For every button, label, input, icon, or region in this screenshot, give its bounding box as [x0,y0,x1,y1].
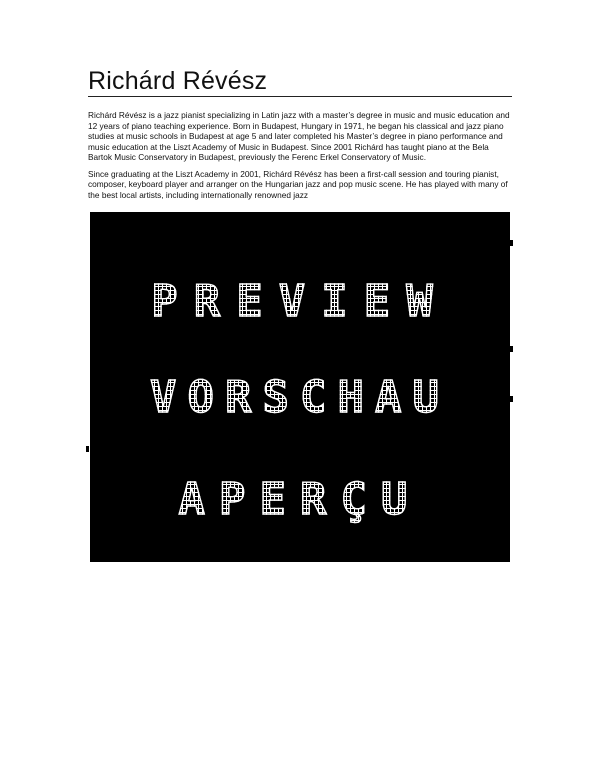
edge-fragment [86,446,89,452]
watermark-vorschau-text: VORSCHAU [90,372,510,423]
paragraph-1: Richárd Révész is a jazz pianist specializing in Latin jazz with a master’s degree in music and music education and 12 years of piano teaching experience. Born in Budapest, Hungary in 1971, he began his classical and jazz piano studies at music schools in Budapest at age 5 and later completed his Master’s degree in piano performance and music education at the Liszt Academy of Music in Budapest. Since 2001 Richárd has taught piano at the Bela Bartok Music Conservatory in Budapest, previously the Ferenc Erkel Conservatory of Music. [88,110,510,162]
watermark-preview-text: PREVIEW [90,276,510,327]
body-text [88,110,514,206]
edge-fragment [510,396,513,402]
page-title: Richárd Révész [88,67,268,95]
watermark-apercu-text: APERÇU [90,474,510,525]
preview-watermark-overlay [90,212,510,562]
edge-fragment [510,240,513,246]
paragraph-2: Since graduating at the Liszt Academy in 2001, Richárd Révész has been a first-call session and touring pianist, composer, keyboard player and arranger on the Hungarian jazz and pop music scene. He has played with many of the best local artists, including internationally renowned jazz [88,168,508,200]
edge-fragment [510,346,513,352]
title-divider [88,96,512,97]
